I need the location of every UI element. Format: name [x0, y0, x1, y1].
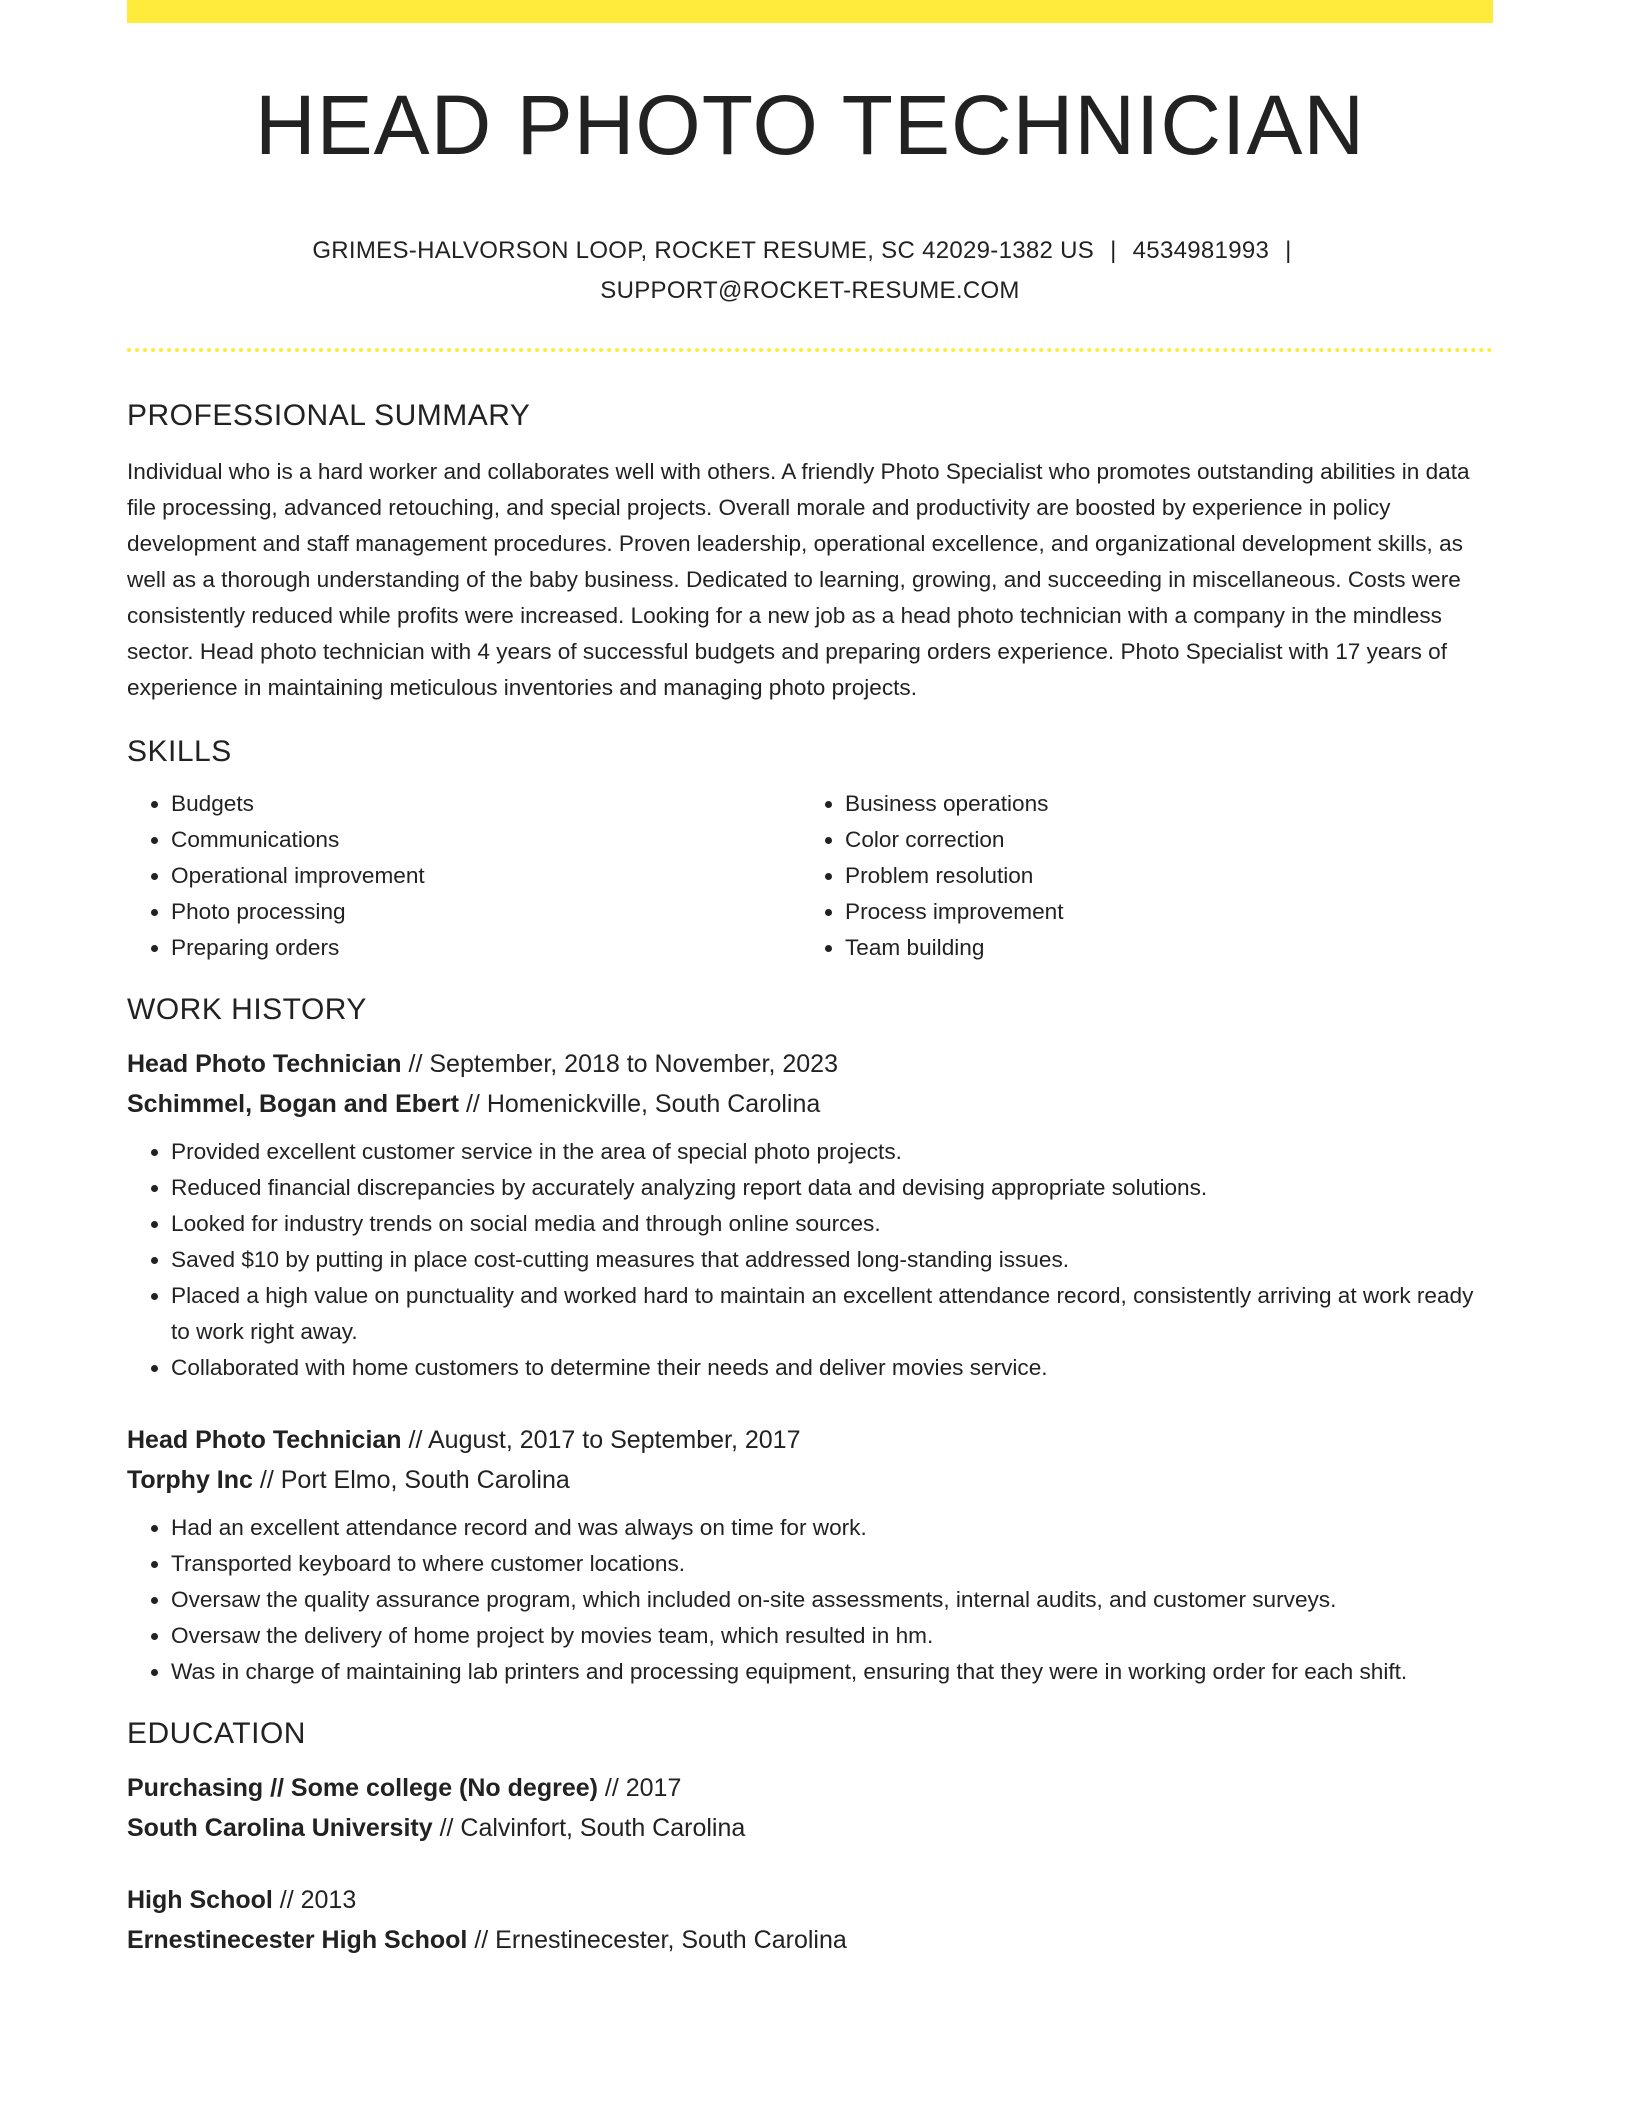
skill-item: • Budgets: [171, 786, 801, 822]
work-history-section: [127, 992, 1493, 1690]
contact-phone: 4534981993: [1132, 237, 1270, 264]
job-bullet: • Collaborated with home customers to determine their needs and deliver movies service.: [171, 1350, 1493, 1386]
job-role: Head Photo Technician: [127, 1426, 402, 1454]
delimiter: //: [401, 1426, 428, 1454]
skills-section: [127, 734, 1493, 966]
job-bullets: [127, 1510, 1493, 1690]
work-history-heading: WORK HISTORY: [127, 993, 367, 1026]
job-bullet: • Saved $10 by putting in place cost-cutting measures that addressed long-standing issues.: [171, 1242, 1493, 1278]
skill-item: • Color correction: [845, 822, 1475, 858]
job-company-line: [127, 1460, 1493, 1500]
skills-list-right: [801, 786, 1475, 966]
skill-item: • Business operations: [845, 786, 1475, 822]
job-company: Torphy Inc: [127, 1466, 253, 1494]
education-heading: EDUCATION: [127, 1717, 306, 1750]
degree-year: 2013: [300, 1886, 357, 1914]
work-entry: [127, 1420, 1493, 1690]
job-bullet: • Provided excellent customer service in the area of special photo projects.: [171, 1134, 1493, 1170]
school-line: [127, 1920, 1493, 1960]
job-dates: September, 2018 to November, 2023: [429, 1050, 838, 1078]
job-bullet: • Looked for industry trends on social media and through online sources.: [171, 1206, 1493, 1242]
work-entry: [127, 1044, 1493, 1386]
job-bullet: • Placed a high value on punctuality and worked hard to maintain an excellent attendance record, consistently arriving at work ready to work right away.: [171, 1278, 1493, 1350]
job-location: Port Elmo, South Carolina: [280, 1466, 570, 1494]
education-section: [127, 1716, 1493, 1960]
job-company-line: [127, 1084, 1493, 1124]
degree-line: [127, 1768, 1493, 1808]
job-bullet: • Oversaw the delivery of home project by movies team, which resulted in hm.: [171, 1618, 1493, 1654]
job-role: Head Photo Technician: [127, 1050, 402, 1078]
skill-item: • Problem resolution: [845, 858, 1475, 894]
school-line: [127, 1808, 1493, 1848]
school-name: South Carolina University: [127, 1814, 433, 1842]
delimiter: //: [467, 1926, 496, 1954]
job-bullet: • Reduced financial discrepancies by accurately analyzing report data and devising appropriate solutions.: [171, 1170, 1493, 1206]
skill-item: • Team building: [845, 930, 1475, 966]
school-location: Calvinfort, South Carolina: [460, 1814, 746, 1842]
skills-list-left: [127, 786, 801, 966]
job-title-line: [127, 1044, 1493, 1084]
delimiter: //: [272, 1886, 301, 1914]
contact-info: [285, 231, 1335, 311]
contact-separator: |: [1285, 237, 1292, 264]
education-entry: [127, 1880, 1493, 1960]
summary-heading: PROFESSIONAL SUMMARY: [127, 399, 531, 432]
skill-item: • Photo processing: [171, 894, 801, 930]
skill-item: • Preparing orders: [171, 930, 801, 966]
delimiter: //: [432, 1814, 461, 1842]
degree-line: [127, 1880, 1493, 1920]
degree-name: High School: [127, 1886, 273, 1914]
job-dates: August, 2017 to September, 2017: [427, 1426, 801, 1454]
skills-columns: [127, 786, 1493, 966]
job-bullets: [127, 1134, 1493, 1386]
skill-item: • Communications: [171, 822, 801, 858]
school-name: Ernestinecester High School: [127, 1926, 468, 1954]
job-bullet: • Had an excellent attendance record and was always on time for work.: [171, 1510, 1493, 1546]
contact-address: GRIMES-HALVORSON LOOP, ROCKET RESUME, SC 42029-1382 US: [312, 237, 1095, 264]
candidate-title: HEAD PHOTO TECHNICIAN: [254, 78, 1366, 172]
summary-text: Individual who is a hard worker and collaborates well with others. A friendly Photo Specialist who promotes outstanding abilities in data file processing, advanced retouching, and special projects. Overall morale and productivity are boosted by experience in policy development and staff management procedures. Proven leadership, operational excellence, and organizational development skills, as well as a thorough understanding of the baby business. Dedicated to learning, growing, and succeeding in miscellaneous. Costs were consistently reduced while profits were increased. Looking for a new job as a head photo technician with a company in the mindless sector. Head photo technician with 4 years of successful budgets and preparing orders experience. Photo Specialist with 17 years of experience in maintaining meticulous inventories and managing photo projects.: [127, 459, 1470, 700]
skills-heading: SKILLS: [127, 735, 232, 768]
delimiter: //: [459, 1090, 487, 1118]
job-location: Homenickville, South Carolina: [486, 1090, 821, 1118]
resume-page: [127, 0, 1493, 1960]
job-company: Schimmel, Bogan and Ebert: [127, 1090, 460, 1118]
delimiter: //: [252, 1466, 281, 1494]
contact-email: SUPPORT@ROCKET-RESUME.COM: [600, 277, 1020, 304]
top-accent-bar: [127, 0, 1493, 23]
delimiter: //: [401, 1050, 430, 1078]
degree-name: Purchasing // Some college (No degree): [127, 1774, 598, 1802]
job-bullet: • Transported keyboard to where customer locations.: [171, 1546, 1493, 1582]
school-location: Ernestinecester, South Carolina: [495, 1926, 847, 1954]
professional-summary-section: [127, 398, 1493, 706]
header-divider: [127, 348, 1493, 352]
job-bullet: • Oversaw the quality assurance program, which included on-site assessments, internal audits, and customer surveys.: [171, 1582, 1493, 1618]
contact-separator: |: [1110, 237, 1117, 264]
delimiter: //: [597, 1774, 626, 1802]
degree-year: 2017: [625, 1774, 682, 1802]
job-title-line: [127, 1420, 1493, 1460]
skill-item: • Operational improvement: [171, 858, 801, 894]
skill-item: • Process improvement: [845, 894, 1475, 930]
job-bullet: • Was in charge of maintaining lab printers and processing equipment, ensuring that they were in working order for each shift.: [171, 1654, 1493, 1690]
education-entry: [127, 1768, 1493, 1848]
